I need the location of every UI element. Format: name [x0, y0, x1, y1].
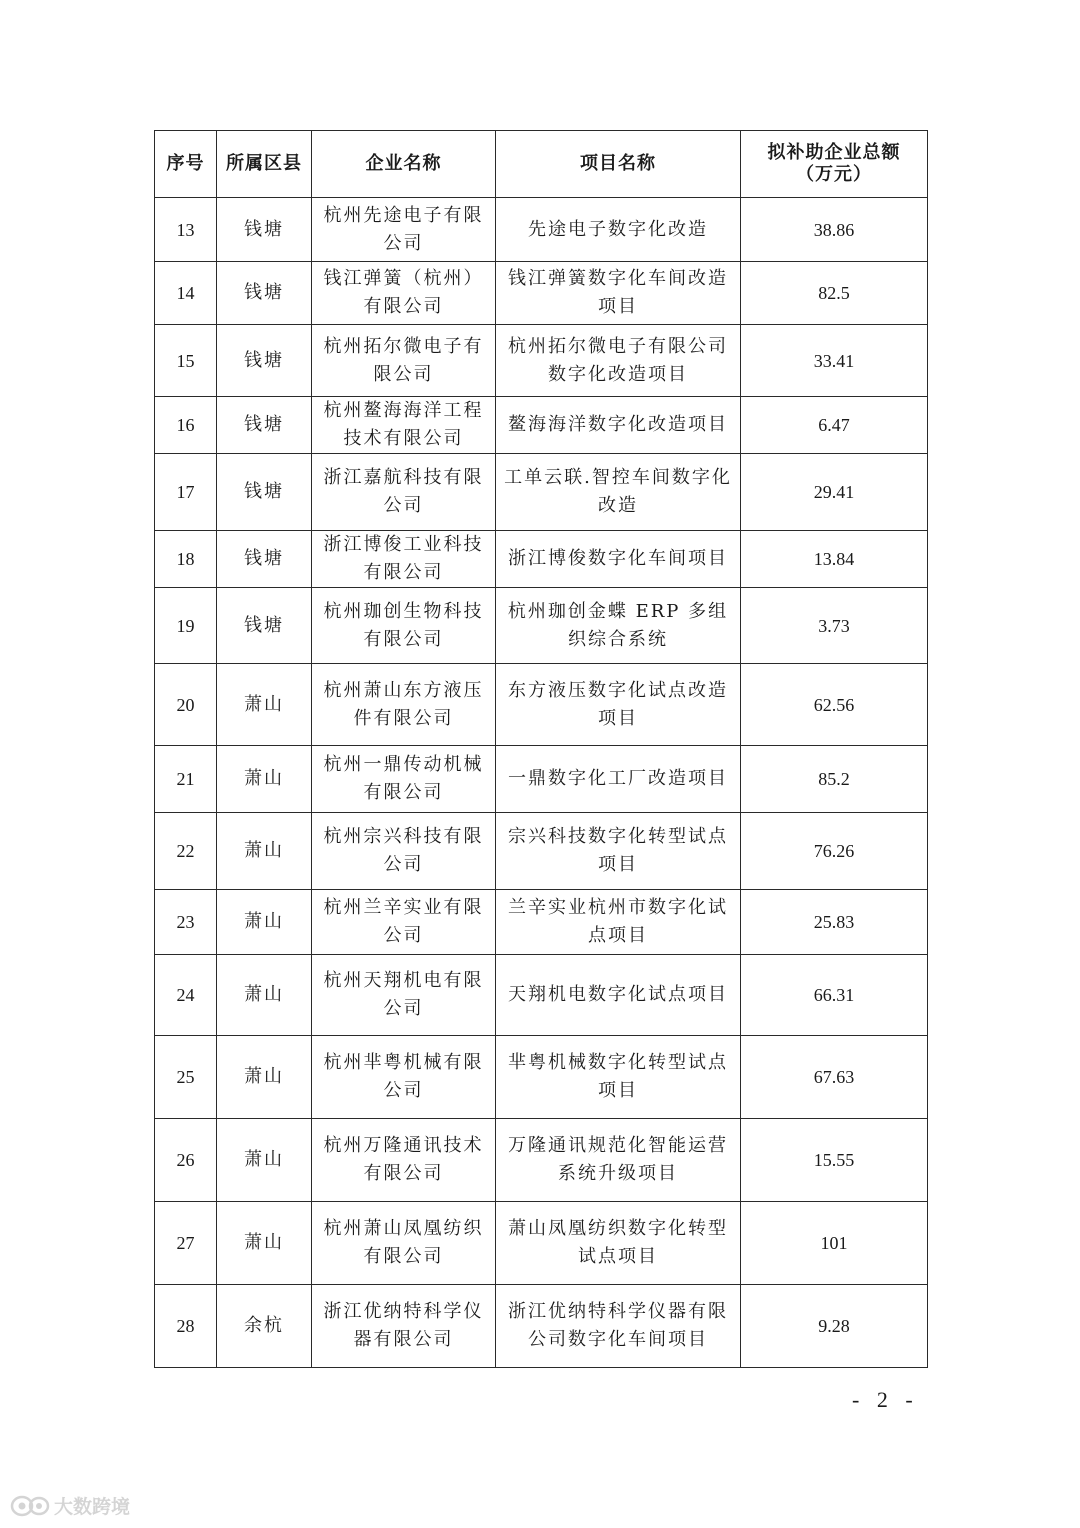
cell-seq: 23 [155, 890, 217, 955]
cell-district: 钱塘 [217, 325, 312, 397]
cell-company: 杭州天翔机电有限公司 [312, 955, 496, 1036]
table-row [155, 262, 928, 325]
table-row [155, 813, 928, 890]
cell-seq: 27 [155, 1202, 217, 1285]
cell-project: 萧山凤凰纺织数字化转型试点项目 [496, 1202, 741, 1285]
cell-amount: 76.26 [741, 813, 928, 890]
cell-company: 浙江优纳特科学仪器有限公司 [312, 1285, 496, 1368]
cell-district: 钱塘 [217, 531, 312, 588]
cell-amount: 15.55 [741, 1119, 928, 1202]
table-row [155, 955, 928, 1036]
cell-amount: 38.86 [741, 198, 928, 262]
cell-amount: 29.41 [741, 454, 928, 531]
cell-project: 兰辛实业杭州市数字化试点项目 [496, 890, 741, 955]
watermark-text: 大数跨境 [54, 1496, 131, 1518]
cell-district: 钱塘 [217, 588, 312, 664]
cell-seq: 21 [155, 746, 217, 813]
subsidy-table [154, 130, 928, 1368]
cell-project: 杭州拓尔微电子有限公司数字化改造项目 [496, 325, 741, 397]
cell-project: 先途电子数字化改造 [496, 198, 741, 262]
cell-seq: 13 [155, 198, 217, 262]
table-row [155, 746, 928, 813]
cell-amount: 33.41 [741, 325, 928, 397]
cell-district: 萧山 [217, 955, 312, 1036]
cell-district: 萧山 [217, 1036, 312, 1119]
cell-company: 杭州芈粤机械有限公司 [312, 1036, 496, 1119]
cell-seq: 20 [155, 664, 217, 746]
cell-seq: 24 [155, 955, 217, 1036]
cell-district: 萧山 [217, 1119, 312, 1202]
table-row [155, 890, 928, 955]
cell-district: 钱塘 [217, 454, 312, 531]
cell-amount: 25.83 [741, 890, 928, 955]
cell-district: 萧山 [217, 890, 312, 955]
table-body [155, 198, 928, 1368]
header-seq: 序号 [155, 131, 217, 198]
cell-amount: 66.31 [741, 955, 928, 1036]
header-project: 项目名称 [496, 131, 741, 198]
cell-amount: 3.73 [741, 588, 928, 664]
cell-district: 钱塘 [217, 262, 312, 325]
cell-amount: 6.47 [741, 397, 928, 454]
cell-amount: 85.2 [741, 746, 928, 813]
header-district: 所属区县 [217, 131, 312, 198]
cell-seq: 22 [155, 813, 217, 890]
cell-company: 杭州萧山东方液压件有限公司 [312, 664, 496, 746]
cell-seq: 28 [155, 1285, 217, 1368]
cell-seq: 18 [155, 531, 217, 588]
cell-district: 萧山 [217, 746, 312, 813]
cell-company: 杭州珈创生物科技有限公司 [312, 588, 496, 664]
cell-company: 杭州萧山凤凰纺织有限公司 [312, 1202, 496, 1285]
cell-company: 杭州兰辛实业有限公司 [312, 890, 496, 955]
table-row [155, 1119, 928, 1202]
cell-project: 天翔机电数字化试点项目 [496, 955, 741, 1036]
cell-project: 宗兴科技数字化转型试点项目 [496, 813, 741, 890]
table-row [155, 397, 928, 454]
cell-amount: 9.28 [741, 1285, 928, 1368]
cell-amount: 62.56 [741, 664, 928, 746]
cell-seq: 15 [155, 325, 217, 397]
header-amount: 拟补助企业总额（万元） [741, 131, 928, 198]
cell-amount: 67.63 [741, 1036, 928, 1119]
cell-seq: 17 [155, 454, 217, 531]
cell-company: 杭州万隆通讯技术有限公司 [312, 1119, 496, 1202]
table-header-row [155, 131, 928, 198]
watermark [10, 1492, 130, 1519]
eye-logo-icon [10, 1493, 50, 1519]
cell-company: 杭州一鼎传动机械有限公司 [312, 746, 496, 813]
table-row [155, 531, 928, 588]
table-row [155, 1202, 928, 1285]
cell-project: 浙江优纳特科学仪器有限公司数字化车间项目 [496, 1285, 741, 1368]
cell-company: 杭州鳌海海洋工程技术有限公司 [312, 397, 496, 454]
cell-project: 钱江弹簧数字化车间改造项目 [496, 262, 741, 325]
cell-seq: 25 [155, 1036, 217, 1119]
page-number: - 2 - [852, 1387, 919, 1412]
cell-company: 杭州宗兴科技有限公司 [312, 813, 496, 890]
cell-company: 杭州拓尔微电子有限公司 [312, 325, 496, 397]
cell-district: 余杭 [217, 1285, 312, 1368]
table-row [155, 198, 928, 262]
cell-district: 钱塘 [217, 198, 312, 262]
cell-project: 浙江博俊数字化车间项目 [496, 531, 741, 588]
cell-amount: 82.5 [741, 262, 928, 325]
table-row [155, 454, 928, 531]
cell-project: 鳌海海洋数字化改造项目 [496, 397, 741, 454]
cell-project: 一鼎数字化工厂改造项目 [496, 746, 741, 813]
table-row [155, 325, 928, 397]
cell-company: 浙江嘉航科技有限公司 [312, 454, 496, 531]
cell-amount: 101 [741, 1202, 928, 1285]
cell-seq: 19 [155, 588, 217, 664]
cell-district: 萧山 [217, 1202, 312, 1285]
cell-project: 万隆通讯规范化智能运营系统升级项目 [496, 1119, 741, 1202]
cell-project: 杭州珈创金蝶 ERP 多组织综合系统 [496, 588, 741, 664]
cell-company: 杭州先途电子有限公司 [312, 198, 496, 262]
cell-company: 浙江博俊工业科技有限公司 [312, 531, 496, 588]
cell-seq: 26 [155, 1119, 217, 1202]
cell-amount: 13.84 [741, 531, 928, 588]
table-row [155, 588, 928, 664]
cell-company: 钱江弹簧（杭州）有限公司 [312, 262, 496, 325]
cell-district: 钱塘 [217, 397, 312, 454]
cell-district: 萧山 [217, 813, 312, 890]
cell-project: 东方液压数字化试点改造项目 [496, 664, 741, 746]
cell-seq: 16 [155, 397, 217, 454]
table-row [155, 1036, 928, 1119]
cell-district: 萧山 [217, 664, 312, 746]
table-row [155, 664, 928, 746]
table-row [155, 1285, 928, 1368]
cell-project: 工单云联.智控车间数字化改造 [496, 454, 741, 531]
cell-seq: 14 [155, 262, 217, 325]
header-company: 企业名称 [312, 131, 496, 198]
cell-project: 芈粤机械数字化转型试点项目 [496, 1036, 741, 1119]
